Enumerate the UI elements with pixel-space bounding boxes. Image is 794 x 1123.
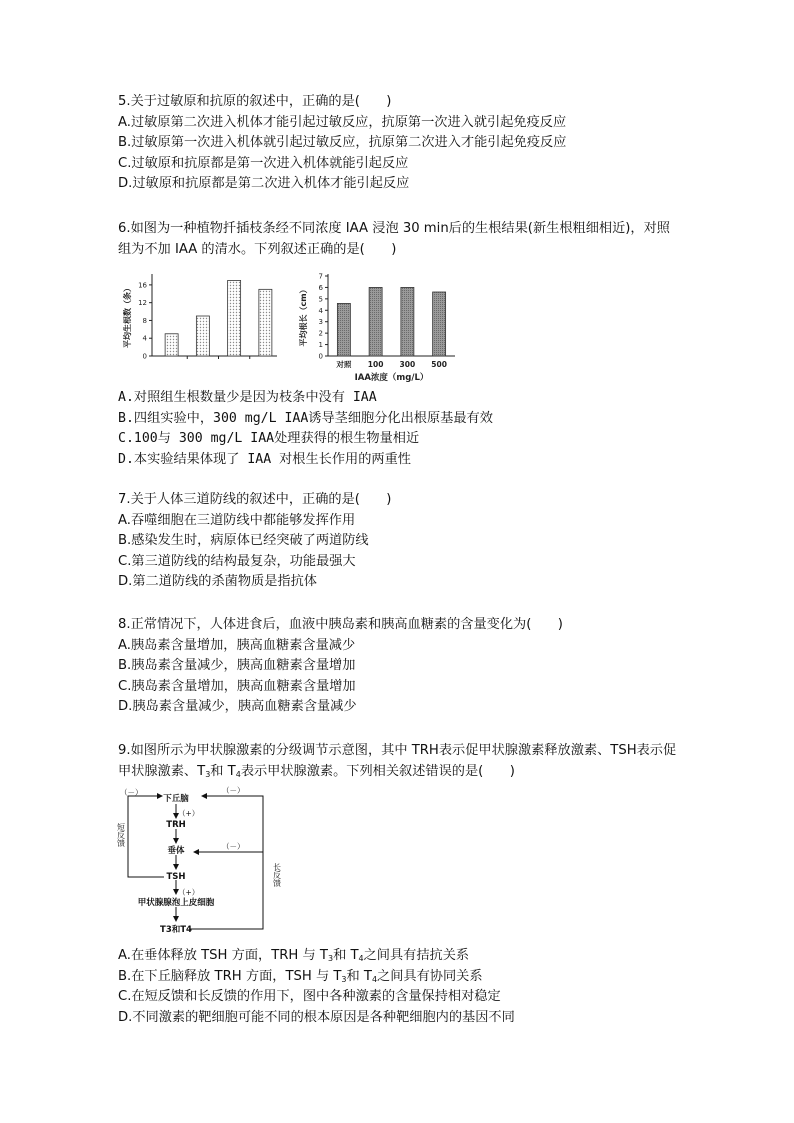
- diagram-minus-long-top: （－）: [222, 786, 245, 795]
- bar-root-length-2: [401, 287, 414, 356]
- bar-root-length-3: [433, 292, 446, 356]
- question-5-option-c: C.过敏原和抗原都是第一次进入机体就能引起反应: [118, 155, 409, 171]
- diagram-short-feedback: 短反馈: [116, 823, 126, 847]
- question-6-option-b: B.四组实验中，300 mg/L IAA诱导茎细胞分化出根原基最有效: [118, 410, 493, 426]
- bar-root-count-2: [228, 280, 241, 356]
- question-9-option-a: A.在垂体释放 TSH 方面，TRH 与 $T_3$和 $T_4$之间具有拮抗关系: [118, 948, 470, 963]
- question-8-stem: 8.正常情况下，人体进食后，血液中胰岛素和胰高血糖素的含量变化为( ): [118, 617, 563, 632]
- y-tick-label: 6: [318, 283, 323, 292]
- y-tick-label: 4: [142, 334, 147, 343]
- question-5-stem: 5.关于过敏原和抗原的叙述中，正确的是( ): [118, 94, 392, 109]
- thyroid-regulation-diagram: [118, 787, 298, 937]
- x-tick-label: 300: [399, 360, 416, 369]
- diagram-pituitary: 垂体: [167, 846, 185, 856]
- question-5: [118, 92, 718, 195]
- question-7-option-d: D.第二道防线的杀菌物质是指抗体: [118, 574, 317, 590]
- y-axis-label: 平均根长（cm）: [299, 285, 308, 347]
- diagram-t3t4: T3和T4: [160, 925, 192, 935]
- diagram-plus-1: （+）: [178, 809, 200, 818]
- chart-root-count: [122, 274, 277, 361]
- x-axis-label: IAA浓度（mg/L）: [354, 373, 429, 383]
- question-8-option-a: A.胰岛素含量增加，胰高血糖素含量减少: [118, 637, 356, 653]
- y-axis-label: 平均生根数（条）: [123, 284, 132, 348]
- question-6-option-a: A.对照组生根数量少是因为枝条中没有 IAA: [118, 390, 377, 405]
- y-tick-label: 16: [138, 281, 147, 290]
- y-tick-label: 8: [142, 316, 147, 325]
- bar-root-length-0: [337, 303, 350, 356]
- question-7-option-a: A.吞噬细胞在三道防线中都能够发挥作用: [118, 512, 356, 528]
- y-tick-label: 4: [318, 306, 323, 315]
- x-tick-label: 500: [431, 360, 447, 369]
- question-7-option-b: B.感染发生时，病原体已经突破了两道防线: [118, 533, 369, 549]
- y-tick-label: 5: [318, 295, 323, 304]
- diagram-minus-short: （－）: [120, 788, 143, 797]
- question-6-stem-line-2: 组为不加 IAA 的清水。下列叙述正确的是( ): [118, 241, 397, 257]
- question-8-option-c: C.胰岛素含量增加，胰高血糖素含量增加: [118, 678, 356, 694]
- question-9: [118, 741, 718, 782]
- question-5-option-a: A.过敏原第二次进入机体才能引起过敏反应，抗原第一次进入就引起免疫反应: [118, 114, 567, 130]
- bar-root-count-0: [165, 334, 178, 356]
- question-6-option-d: D.本实验结果体现了 IAA 对根生长作用的两重性: [118, 451, 411, 467]
- question-5-option-b: B.过敏原第一次进入机体就引起过敏反应，抗原第二次进入才能引起免疫反应: [118, 135, 567, 151]
- y-tick-label: 7: [318, 272, 323, 281]
- diagram-thyroid-cells: 甲状腺腺泡上皮细胞: [137, 898, 215, 908]
- question-6-option-c: C.100与 300 mg/L IAA处理获得的根生物量相近: [118, 431, 420, 447]
- question-9-stem-line-1: 9.如图所示为甲状腺激素的分级调节示意图，其中 TRH表示促甲状腺激素释放激素、TSH表示促: [118, 743, 677, 758]
- bar-root-count-1: [196, 316, 209, 356]
- question-7-stem: 7.关于人体三道防线的叙述中，正确的是( ): [118, 492, 392, 507]
- diagram-plus-2: （+）: [178, 888, 200, 897]
- question-8: [118, 615, 718, 718]
- y-tick-label: 3: [318, 318, 323, 327]
- y-tick-label: 12: [138, 299, 147, 308]
- question-8-option-d: D.胰岛素含量减少，胰高血糖素含量减少: [118, 699, 357, 715]
- question-6-options: [118, 388, 718, 470]
- question-9-options: [118, 946, 718, 1028]
- question-9-stem-line-2: 甲状腺激素、$T_3$和 $T_4$表示甲状腺激素。下列相关叙述错误的是( ): [118, 763, 515, 779]
- question-6: [118, 219, 718, 260]
- bar-root-length-1: [369, 287, 382, 356]
- x-tick-label: 100: [367, 360, 384, 369]
- y-tick-label: 1: [318, 341, 323, 350]
- diagram-hypothalamus: 下丘脑: [163, 794, 189, 804]
- question-7: [118, 490, 718, 593]
- y-tick-label: 0: [318, 352, 323, 361]
- question-9-option-c: C.在短反馈和长反馈的作用下，图中各种激素的含量保持相对稳定: [118, 989, 501, 1005]
- iaa-bar-charts: [118, 266, 463, 384]
- question-9-option-b: B.在下丘脑释放 TRH 方面，TSH 与 $T_3$和 $T_4$之间具有协同关系: [118, 968, 483, 984]
- chart-root-length: [298, 273, 455, 384]
- diagram-trh: TRH: [166, 820, 186, 830]
- diagram-minus-long-mid: （－）: [222, 842, 245, 851]
- question-7-option-c: C.第三道防线的结构最复杂，功能最强大: [118, 553, 356, 569]
- question-9-option-d: D.不同激素的靶细胞可能不同的根本原因是各种靶细胞内的基因不同: [118, 1009, 515, 1025]
- question-8-option-b: B.胰岛素含量减少，胰高血糖素含量增加: [118, 658, 356, 674]
- diagram-long-feedback: 长反馈: [272, 863, 282, 887]
- y-tick-label: 2: [318, 329, 323, 338]
- bar-root-count-3: [259, 289, 272, 356]
- question-6-stem-line-1: 6.如图为一种植物扦插枝条经不同浓度 IAA 浸泡 30 min后的生根结果(新生根粗细相近)，对照: [118, 221, 670, 236]
- diagram-tsh: TSH: [166, 872, 186, 882]
- question-5-option-d: D.过敏原和抗原都是第二次进入机体才能引起反应: [118, 176, 410, 192]
- x-tick-label: 对照: [336, 360, 352, 369]
- y-tick-label: 0: [142, 352, 147, 361]
